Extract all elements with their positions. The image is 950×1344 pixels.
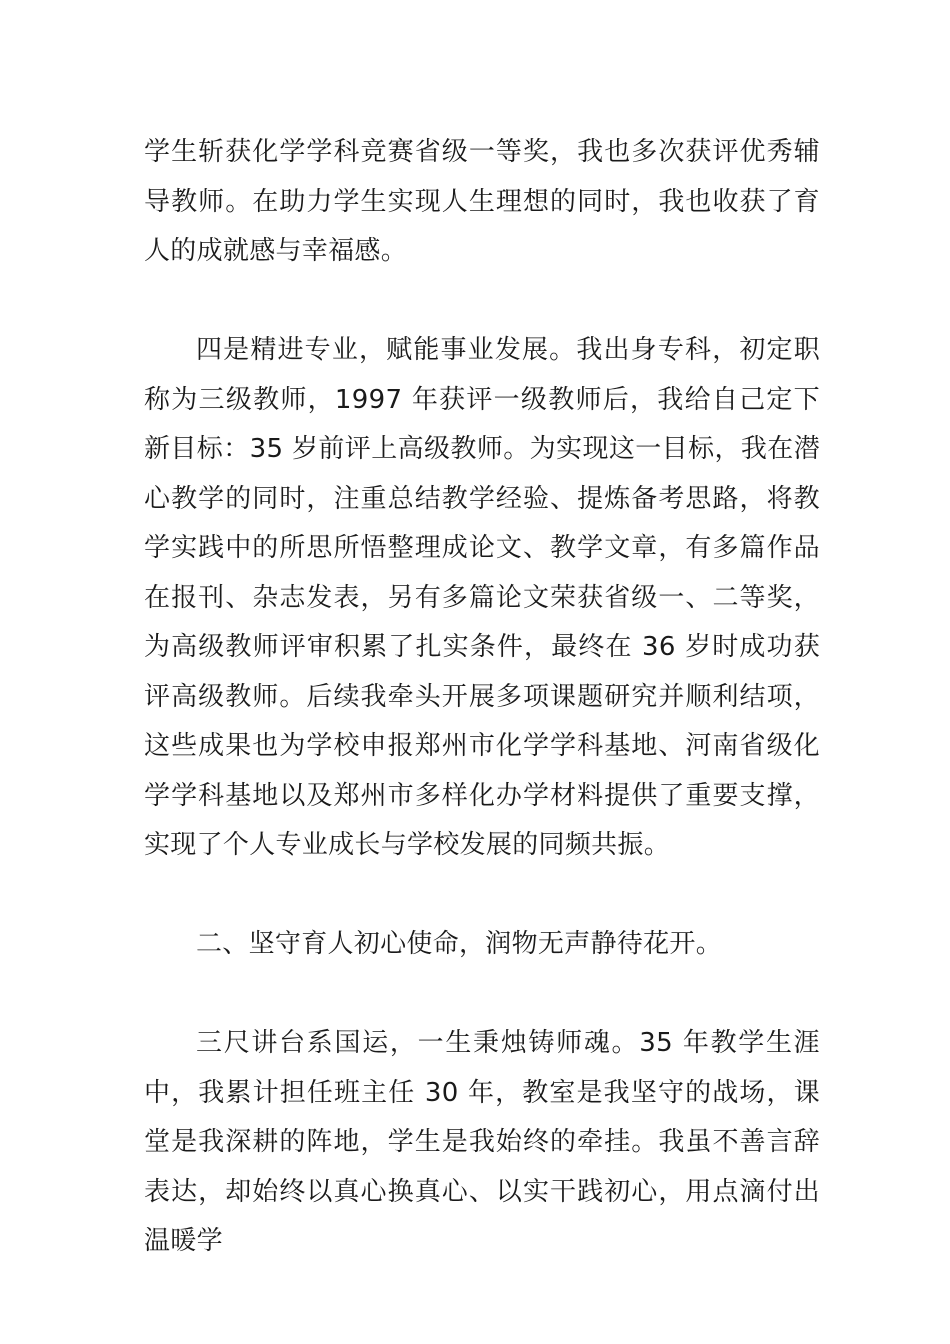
paragraph-continuation: 学生斩获化学学科竞赛省级一等奖，我也多次获评优秀辅导教师。在助力学生实现人生理想的同时，我也收获了育人的成就感与幸福感。: [144, 137, 820, 266]
paragraph-gap: [144, 277, 820, 327]
paragraph-professional-development: 四是精进专业，赋能事业发展。我出身专科，初定职称为三级教师，1997 年获评一级教师后，我给自己定下新目标：35 岁前评上高级教师。为实现这一目标，我在潜心教学的同时，注重总结教学经验、提炼备考思路，将教学实践中的所思所悟整理成论文、教学文章，有多篇作品在报刊、杂志发表，另有多篇论文荣获省级一、二等奖，为高级教师评审积累了扎实条件，最终在 36 岁时成功获评高级教师。后续我牵头开展多项课题研究并顺利结项，这些成果也为学校申报郑州市化学学科基地、河南省级化学学科基地以及郑州市多样化办学材料提供了重要支撑，实现了个人专业成长与学校发展的同频共振。: [144, 335, 820, 860]
paragraph-teaching-career: 三尺讲台系国运，一生秉烛铸师魂。35 年教学生涯中，我累计担任班主任 30 年，教室是我坚守的战场，课堂是我深耕的阵地，学生是我始终的牵挂。我虽不善言辞表达，却始终以真心换真心、以实干践初心，用点滴付出温暖学: [144, 1028, 820, 1256]
section-heading: 二、坚守育人初心使命，润物无声静待花开。: [196, 929, 723, 959]
paragraph-gap: [144, 871, 820, 921]
paragraph-gap: [144, 970, 820, 1020]
document-body: [144, 128, 820, 1267]
